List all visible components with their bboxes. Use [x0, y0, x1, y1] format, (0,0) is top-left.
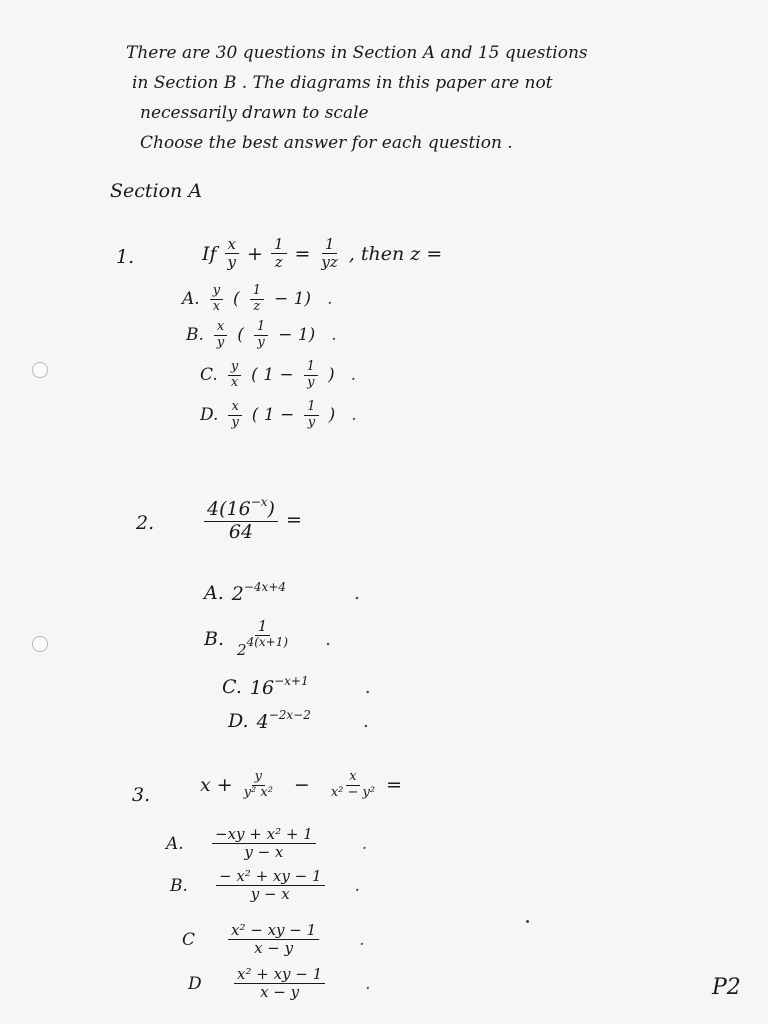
stem-text: , then z =: [348, 242, 443, 265]
operator: +: [247, 242, 263, 265]
option-2a[interactable]: A. $2^{-4x+4}$ .: [204, 580, 361, 605]
option-3a[interactable]: A. $\frac{\text{−xy + x² + 1}}{y - x}$ .: [166, 825, 368, 862]
question-3-stem: [200, 770, 402, 801]
option-3d[interactable]: D $\frac{\text{x² + xy − 1}}{x - y}$ .: [188, 965, 371, 1002]
operator: −: [293, 774, 310, 797]
section-title: Section A: [110, 180, 203, 202]
stem-text: If: [202, 242, 217, 265]
question-2-stem: [202, 496, 302, 544]
option-2b[interactable]: B. $\frac{1}{2^{4(x+1)}}$ .: [204, 617, 332, 660]
operator: =: [386, 774, 403, 797]
fraction: $\frac{1}{yz}$: [321, 235, 338, 272]
instructions: [118, 38, 638, 158]
option-1d[interactable]: D. $\frac{x}{y}$ ( 1 − $\frac{1}{y}$ ) .: [200, 399, 357, 430]
question-1-stem: [202, 236, 442, 272]
punch-hole: [32, 362, 48, 378]
instruction-line: There are 30 questions in Section A and 15 questions: [126, 43, 588, 63]
question-number: 3.: [132, 784, 151, 806]
option-1c[interactable]: C. $\frac{y}{x}$ ( 1 − $\frac{1}{y}$ ) .: [200, 359, 356, 390]
question-number: 2.: [136, 512, 155, 534]
operator: =: [294, 242, 311, 265]
fraction: $\frac{4(16^{-x})}{64}$: [204, 496, 278, 544]
option-1a[interactable]: A. $\frac{y}{x}$ ( $\frac{1}{z}$ − 1) .: [182, 283, 333, 314]
fraction: $\frac{x}{\text{x² − y²}}$: [330, 769, 376, 800]
punch-hole: [32, 636, 48, 652]
instruction-line: Choose the best answer for each question .: [140, 133, 513, 153]
option-1b[interactable]: B. $\frac{x}{y}$ ( $\frac{1}{y}$ − 1) .: [186, 319, 337, 350]
stem-text: x +: [200, 774, 233, 797]
fraction: $\frac{1}{z}$: [271, 236, 287, 272]
option-2d[interactable]: D. $4^{-2x-2}$ .: [228, 708, 369, 733]
page-number: P2: [712, 975, 741, 1000]
option-3c[interactable]: C $\frac{\text{x² − xy − 1}}{x - y}$ .: [182, 921, 365, 958]
instruction-line: in Section B . The diagrams in this paper are not: [132, 73, 553, 93]
operator: =: [285, 508, 302, 531]
question-number: 1.: [116, 246, 135, 268]
fraction: $\frac{x}{y}$: [225, 236, 239, 272]
option-3b[interactable]: B. $\frac{\text{− x² + xy − 1}}{y - x}$ .: [170, 867, 360, 904]
instruction-line: necessarily drawn to scale: [140, 103, 369, 123]
ink-speck: [526, 920, 529, 923]
fraction: $\frac{y}{\text{y² x²}}$: [243, 769, 273, 800]
option-2c[interactable]: C. $16^{-x+1}$ .: [222, 674, 371, 699]
